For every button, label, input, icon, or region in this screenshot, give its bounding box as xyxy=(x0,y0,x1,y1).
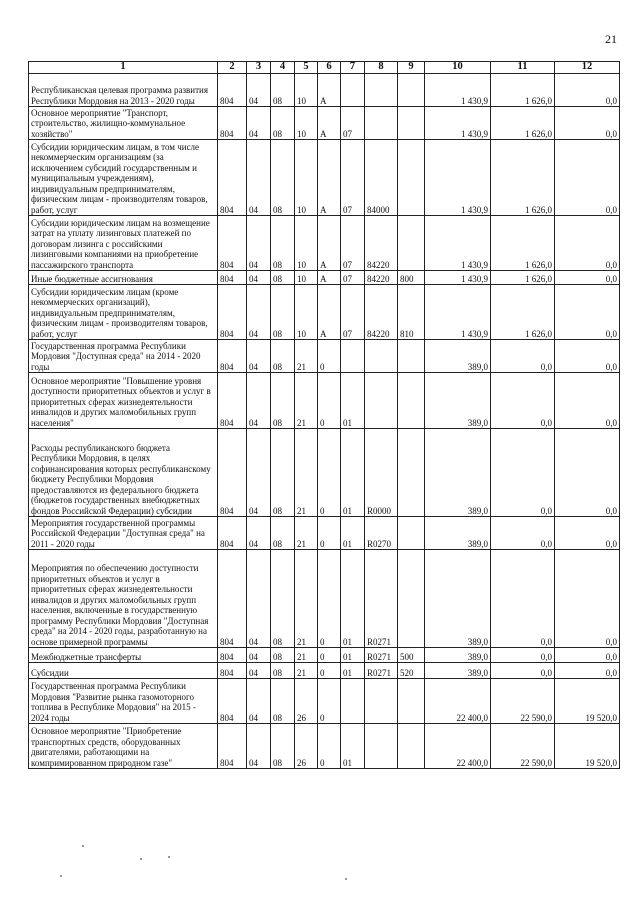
cell-c4: 08 xyxy=(271,373,295,429)
cell-c6: 0 xyxy=(318,663,341,679)
cell-c8 xyxy=(365,107,398,140)
cell-c3: 04 xyxy=(247,340,271,373)
cell-c2: 804 xyxy=(218,373,247,429)
cell-c10: 389,0 xyxy=(425,517,491,550)
cell-c3: 04 xyxy=(247,216,271,271)
cell-c8: R0271 xyxy=(365,550,398,648)
cell-c2: 804 xyxy=(218,74,247,107)
cell-c2: 804 xyxy=(218,340,247,373)
cell-c5: 10 xyxy=(295,271,318,285)
cell-c10: 389,0 xyxy=(425,340,491,373)
cell-c3: 04 xyxy=(247,663,271,679)
table-row xyxy=(29,724,620,769)
cell-c11: 0,0 xyxy=(491,340,555,373)
cell-c10: 389,0 xyxy=(425,429,491,517)
row-name: Иные бюджетные ассигнования xyxy=(29,271,218,285)
cell-c8: R0270 xyxy=(365,517,398,550)
scan-speck xyxy=(60,875,62,877)
cell-c7: 07 xyxy=(341,216,365,271)
cell-c10: 1 430,9 xyxy=(425,107,491,140)
cell-c4: 08 xyxy=(271,429,295,517)
cell-c11: 1 626,0 xyxy=(491,216,555,271)
cell-c5: 21 xyxy=(295,550,318,648)
cell-c6: А xyxy=(318,285,341,340)
cell-c9 xyxy=(398,517,425,550)
cell-c7 xyxy=(341,679,365,724)
column-header: 12 xyxy=(555,62,620,74)
cell-c9 xyxy=(398,74,425,107)
cell-c12: 0,0 xyxy=(555,648,620,663)
cell-c5: 26 xyxy=(295,679,318,724)
cell-c5: 10 xyxy=(295,216,318,271)
cell-c8: 84220 xyxy=(365,216,398,271)
cell-c11: 22 590,0 xyxy=(491,724,555,769)
column-header: 5 xyxy=(295,62,318,74)
table-row xyxy=(29,550,620,648)
cell-c12: 0,0 xyxy=(555,517,620,550)
cell-c4: 08 xyxy=(271,724,295,769)
cell-c7 xyxy=(341,74,365,107)
table-row xyxy=(29,429,620,517)
row-name: Субсидии юридическим лицам (кроме некоммерческих организаций), индивидуальным предпринимателям, физическим лицам - производителям товаров, работ, услуг xyxy=(29,285,218,340)
cell-c12: 0,0 xyxy=(555,429,620,517)
cell-c7: 01 xyxy=(341,429,365,517)
cell-c3: 04 xyxy=(247,271,271,285)
cell-c2: 804 xyxy=(218,140,247,216)
cell-c8 xyxy=(365,724,398,769)
cell-c11: 1 626,0 xyxy=(491,285,555,340)
cell-c4: 08 xyxy=(271,550,295,648)
cell-c2: 804 xyxy=(218,285,247,340)
table-row xyxy=(29,216,620,271)
cell-c7 xyxy=(341,340,365,373)
cell-c3: 04 xyxy=(247,107,271,140)
cell-c4: 08 xyxy=(271,216,295,271)
cell-c2: 804 xyxy=(218,679,247,724)
cell-c3: 04 xyxy=(247,74,271,107)
cell-c6: А xyxy=(318,107,341,140)
cell-c6: 0 xyxy=(318,648,341,663)
cell-c6: 0 xyxy=(318,373,341,429)
scan-speck xyxy=(345,878,347,880)
cell-c6: А xyxy=(318,216,341,271)
cell-c5: 10 xyxy=(295,140,318,216)
cell-c10: 389,0 xyxy=(425,648,491,663)
cell-c2: 804 xyxy=(218,550,247,648)
cell-c9: 800 xyxy=(398,271,425,285)
cell-c12: 0,0 xyxy=(555,271,620,285)
cell-c10: 22 400,0 xyxy=(425,724,491,769)
cell-c9: 500 xyxy=(398,648,425,663)
cell-c11: 0,0 xyxy=(491,429,555,517)
cell-c10: 389,0 xyxy=(425,550,491,648)
cell-c5: 21 xyxy=(295,340,318,373)
cell-c3: 04 xyxy=(247,140,271,216)
cell-c6: 0 xyxy=(318,517,341,550)
cell-c11: 0,0 xyxy=(491,648,555,663)
cell-c6: 0 xyxy=(318,429,341,517)
cell-c7: 01 xyxy=(341,517,365,550)
cell-c12: 19 520,0 xyxy=(555,724,620,769)
cell-c5: 21 xyxy=(295,648,318,663)
cell-c9 xyxy=(398,107,425,140)
column-header: 1 xyxy=(29,62,218,74)
cell-c10: 389,0 xyxy=(425,373,491,429)
cell-c11: 22 590,0 xyxy=(491,679,555,724)
cell-c11: 0,0 xyxy=(491,373,555,429)
table-row xyxy=(29,285,620,340)
cell-c2: 804 xyxy=(218,107,247,140)
cell-c8: 84000 xyxy=(365,140,398,216)
cell-c4: 08 xyxy=(271,74,295,107)
cell-c8: R0000 xyxy=(365,429,398,517)
cell-c2: 804 xyxy=(218,216,247,271)
cell-c7: 07 xyxy=(341,271,365,285)
cell-c11: 0,0 xyxy=(491,517,555,550)
cell-c9: 520 xyxy=(398,663,425,679)
row-name: Государственная программа Республики Мордовия "Доступная среда" на 2014 - 2020 годы xyxy=(29,340,218,373)
cell-c11: 0,0 xyxy=(491,663,555,679)
cell-c12: 0,0 xyxy=(555,550,620,648)
cell-c3: 04 xyxy=(247,724,271,769)
scan-speck xyxy=(168,856,170,858)
row-name: Мероприятия государственной программы Российской Федерации "Доступная среда" на 2011 - 2020 годы xyxy=(29,517,218,550)
cell-c11: 1 626,0 xyxy=(491,107,555,140)
cell-c5: 26 xyxy=(295,724,318,769)
row-name: Мероприятия по обеспечению доступности приоритетных объектов и услуг в приоритетных сферах жизнедеятельности инвалидов и других маломобильных групп населения, включенные в государственную программу Республики Мордовия "Доступная среда" на 2014 - 2020 годы, разработанную на основе примерной программы xyxy=(29,550,218,648)
column-header: 3 xyxy=(247,62,271,74)
cell-c8: R0271 xyxy=(365,663,398,679)
table-row xyxy=(29,140,620,216)
cell-c9 xyxy=(398,140,425,216)
row-name: Республиканская целевая программа развития Республики Мордовия на 2013 - 2020 годы xyxy=(29,74,218,107)
table-row xyxy=(29,340,620,373)
cell-c3: 04 xyxy=(247,517,271,550)
cell-c4: 08 xyxy=(271,140,295,216)
cell-c12: 0,0 xyxy=(555,140,620,216)
cell-c7: 07 xyxy=(341,285,365,340)
column-header: 4 xyxy=(271,62,295,74)
cell-c12: 0,0 xyxy=(555,107,620,140)
cell-c12: 0,0 xyxy=(555,373,620,429)
cell-c6: А xyxy=(318,271,341,285)
cell-c12: 0,0 xyxy=(555,340,620,373)
cell-c12: 0,0 xyxy=(555,663,620,679)
cell-c9 xyxy=(398,216,425,271)
cell-c12: 0,0 xyxy=(555,285,620,340)
cell-c9 xyxy=(398,429,425,517)
cell-c5: 10 xyxy=(295,285,318,340)
budget-table xyxy=(28,61,620,769)
column-header: 2 xyxy=(218,62,247,74)
cell-c6: 0 xyxy=(318,550,341,648)
cell-c3: 04 xyxy=(247,285,271,340)
cell-c5: 10 xyxy=(295,74,318,107)
cell-c2: 804 xyxy=(218,663,247,679)
cell-c10: 1 430,9 xyxy=(425,285,491,340)
cell-c2: 804 xyxy=(218,429,247,517)
cell-c2: 804 xyxy=(218,517,247,550)
table-header-row xyxy=(29,62,620,74)
cell-c3: 04 xyxy=(247,550,271,648)
row-name: Основное мероприятие "Повышение уровня доступности приоритетных объектов и услуг в приоритетных сферах жизнедеятельности инвалидов и других маломобильных групп населения" xyxy=(29,373,218,429)
cell-c6: 0 xyxy=(318,679,341,724)
cell-c2: 804 xyxy=(218,648,247,663)
cell-c5: 10 xyxy=(295,107,318,140)
cell-c10: 1 430,9 xyxy=(425,216,491,271)
cell-c4: 08 xyxy=(271,663,295,679)
table-row xyxy=(29,663,620,679)
row-name: Межбюджетные трансферты xyxy=(29,648,218,663)
cell-c4: 08 xyxy=(271,340,295,373)
cell-c5: 21 xyxy=(295,429,318,517)
cell-c4: 08 xyxy=(271,648,295,663)
cell-c4: 08 xyxy=(271,271,295,285)
cell-c4: 08 xyxy=(271,517,295,550)
cell-c3: 04 xyxy=(247,648,271,663)
row-name: Субсидии юридическим лицам на возмещение затрат на уплату лизинговых платежей по договорам лизинга с российскими лизинговыми компаниями на приобретение пассажирского транспорта xyxy=(29,216,218,271)
row-name: Государственная программа Республики Мордовия "Развитие рынка газомоторного топлива в Республике Мордовия" на 2015 - 2024 годы xyxy=(29,679,218,724)
cell-c4: 08 xyxy=(271,285,295,340)
cell-c8 xyxy=(365,340,398,373)
cell-c4: 08 xyxy=(271,679,295,724)
cell-c5: 21 xyxy=(295,663,318,679)
row-name: Субсидии xyxy=(29,663,218,679)
page-number: 21 xyxy=(605,32,617,46)
cell-c8: 84220 xyxy=(365,271,398,285)
cell-c8: 84220 xyxy=(365,285,398,340)
cell-c8: R0271 xyxy=(365,648,398,663)
column-header: 10 xyxy=(425,62,491,74)
cell-c7: 01 xyxy=(341,648,365,663)
table-row xyxy=(29,648,620,663)
column-header: 6 xyxy=(318,62,341,74)
scan-speck xyxy=(82,845,84,847)
cell-c7: 01 xyxy=(341,373,365,429)
cell-c3: 04 xyxy=(247,679,271,724)
cell-c8 xyxy=(365,74,398,107)
column-header: 7 xyxy=(341,62,365,74)
column-header: 8 xyxy=(365,62,398,74)
cell-c9 xyxy=(398,724,425,769)
cell-c7: 01 xyxy=(341,550,365,648)
cell-c2: 804 xyxy=(218,724,247,769)
column-header: 9 xyxy=(398,62,425,74)
cell-c6: 0 xyxy=(318,724,341,769)
cell-c9 xyxy=(398,340,425,373)
cell-c8 xyxy=(365,373,398,429)
table-row xyxy=(29,271,620,285)
cell-c6: А xyxy=(318,140,341,216)
cell-c10: 1 430,9 xyxy=(425,74,491,107)
cell-c4: 08 xyxy=(271,107,295,140)
cell-c2: 804 xyxy=(218,271,247,285)
table-row xyxy=(29,74,620,107)
cell-c8 xyxy=(365,679,398,724)
cell-c9: 810 xyxy=(398,285,425,340)
cell-c5: 21 xyxy=(295,517,318,550)
table-row xyxy=(29,107,620,140)
cell-c3: 04 xyxy=(247,373,271,429)
cell-c12: 0,0 xyxy=(555,216,620,271)
cell-c12: 0,0 xyxy=(555,74,620,107)
scan-speck xyxy=(140,858,142,860)
cell-c11: 1 626,0 xyxy=(491,140,555,216)
cell-c7: 07 xyxy=(341,140,365,216)
cell-c10: 389,0 xyxy=(425,663,491,679)
cell-c9 xyxy=(398,679,425,724)
cell-c10: 22 400,0 xyxy=(425,679,491,724)
cell-c3: 04 xyxy=(247,429,271,517)
cell-c11: 1 626,0 xyxy=(491,271,555,285)
table-row xyxy=(29,373,620,429)
cell-c11: 0,0 xyxy=(491,550,555,648)
row-name: Основное мероприятие "Транспорт, строительство, жилищно-коммунальное хозяйство" xyxy=(29,107,218,140)
cell-c7: 07 xyxy=(341,107,365,140)
table-row xyxy=(29,679,620,724)
cell-c10: 1 430,9 xyxy=(425,140,491,216)
cell-c6: А xyxy=(318,74,341,107)
row-name: Основное мероприятие "Приобретение транспортных средств, оборудованных двигателями, работающими на компримированном природном газе" xyxy=(29,724,218,769)
cell-c12: 19 520,0 xyxy=(555,679,620,724)
column-header: 11 xyxy=(491,62,555,74)
cell-c5: 21 xyxy=(295,373,318,429)
row-name: Субсидии юридическим лицам, в том числе некоммерческим организациям (за исключением субсидий государственным и муниципальным учреждениям), индивидуальным предпринимателям, физическим лицам - производителям товаров, работ, услуг xyxy=(29,140,218,216)
cell-c9 xyxy=(398,550,425,648)
cell-c7: 01 xyxy=(341,724,365,769)
cell-c10: 1 430,9 xyxy=(425,271,491,285)
table-row xyxy=(29,517,620,550)
row-name: Расходы республиканского бюджета Республики Мордовия, в целях софинансирования которых республиканскому бюджету Республики Мордовия предоставляются из федерального бюджета (бюджетов государственных внебюджетных фондов Российской Федерации) субсидии xyxy=(29,429,218,517)
cell-c6: 0 xyxy=(318,340,341,373)
cell-c7: 01 xyxy=(341,663,365,679)
cell-c11: 1 626,0 xyxy=(491,74,555,107)
cell-c9 xyxy=(398,373,425,429)
